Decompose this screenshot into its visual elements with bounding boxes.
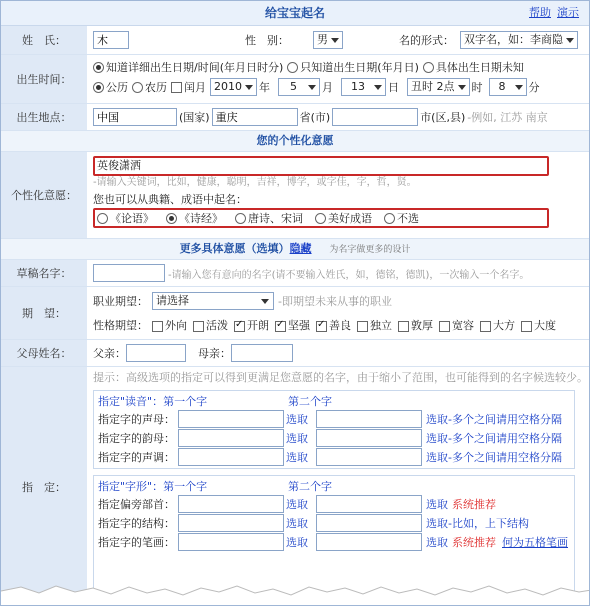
second-char-input[interactable]	[316, 533, 422, 551]
specify-field-row	[98, 532, 570, 551]
chevron-down-icon	[566, 38, 574, 43]
specify-field-row	[98, 409, 570, 428]
mode-option-full: 知道详细出生日期/时间(年月日时分)	[106, 61, 284, 74]
source-label: 您也可以从典籍、成语中起名：	[93, 193, 247, 206]
wishes-row	[1, 152, 589, 239]
source-radio-tangshi[interactable]	[235, 213, 246, 224]
surname-input[interactable]	[93, 31, 129, 49]
expect-label: 期 望：	[1, 287, 87, 339]
hour-select[interactable]	[407, 78, 470, 96]
first-char-input[interactable]	[178, 429, 284, 447]
country-input[interactable]	[93, 108, 177, 126]
career-hint: -即期望未来从事的职业	[278, 295, 392, 308]
demo-link[interactable]: 演示	[557, 6, 579, 19]
trait-label-item: 善良	[329, 319, 351, 332]
glyph-second-title: 第二个字	[288, 480, 332, 493]
mode-radio-unknown[interactable]	[423, 62, 434, 73]
second-char-hint[interactable]: 选取	[426, 535, 448, 549]
draft-row	[1, 260, 589, 287]
minute-value: 8	[498, 80, 506, 93]
specify-field-label: 指定偏旁部首：	[98, 497, 175, 511]
parents-label: 父母姓名：	[1, 340, 87, 366]
trait-checkbox[interactable]	[193, 321, 204, 332]
source-radio-group	[93, 208, 549, 228]
city-input[interactable]	[332, 108, 418, 126]
more-section-note: 为名字做更多的设计	[329, 245, 411, 255]
source-none: 不选	[397, 212, 419, 225]
leap-month-checkbox[interactable]	[171, 82, 182, 93]
pronunciation-second-title: 第二个字	[288, 395, 332, 408]
chevron-down-icon	[308, 85, 316, 90]
wishes-value: 英俊潇洒	[97, 159, 141, 172]
birth-place-label: 出生地点：	[1, 104, 87, 130]
specify-tip: 提示：高级选项的指定可以得到更满足您意愿的名字，由于缩小了范围，也可能得到的名字候选较少。	[93, 371, 588, 384]
year-select[interactable]	[210, 78, 257, 96]
glyph-title: 指定"字形"：第一个字	[98, 480, 208, 493]
first-char-pick-link[interactable]: 选取	[286, 450, 308, 464]
wishes-input[interactable]	[93, 156, 549, 176]
hide-link[interactable]: 隐藏	[289, 242, 312, 255]
name-form-label: 名的形式：	[399, 34, 454, 47]
hour-value: 丑时 2点	[411, 80, 455, 93]
province-input[interactable]	[212, 108, 298, 126]
first-char-input[interactable]	[178, 410, 284, 428]
leap-month-label: 闰月	[184, 81, 206, 94]
specify-field-row	[98, 494, 570, 513]
first-char-pick-link[interactable]: 选取	[286, 535, 308, 549]
calendar-solar: 公历	[106, 81, 128, 94]
draft-label: 草稿名字：	[1, 260, 87, 286]
name-form-value: 双字名，如：李商隐	[464, 33, 563, 46]
specify-field-row	[98, 513, 570, 532]
career-value: 请选择	[156, 294, 189, 307]
name-row	[1, 26, 589, 55]
help-link[interactable]: 帮助	[529, 6, 551, 19]
header-links	[523, 1, 579, 25]
first-char-input[interactable]	[178, 533, 284, 551]
father-name-input[interactable]	[126, 344, 186, 362]
trait-checkbox[interactable]	[316, 321, 327, 332]
second-char-input[interactable]	[316, 514, 422, 532]
trait-checkbox[interactable]	[152, 321, 163, 332]
mother-label: 母亲：	[198, 347, 231, 360]
day-select[interactable]	[341, 78, 386, 96]
birth-place-row	[1, 104, 589, 131]
specify-field-row	[98, 428, 570, 447]
more-section	[1, 239, 589, 260]
specify-field-label: 指定字的声调：	[98, 450, 175, 464]
mother-name-input[interactable]	[231, 344, 293, 362]
specify-field-label: 指定字的笔画：	[98, 535, 175, 549]
first-char-input[interactable]	[178, 495, 284, 513]
trait-checkbox[interactable]	[480, 321, 491, 332]
trait-checkbox[interactable]	[234, 321, 245, 332]
specify-field-label: 指定字的声母：	[98, 412, 175, 426]
trait-label-item: 外向	[165, 319, 187, 332]
calendar-radio-solar[interactable]	[93, 82, 104, 93]
trait-label-item: 大度	[534, 319, 556, 332]
source-radio-none[interactable]	[384, 213, 395, 224]
day-value: 13	[351, 80, 365, 93]
specify-field-label: 指定字的结构：	[98, 516, 175, 530]
specify-field-row	[98, 447, 570, 466]
second-char-hint[interactable]: 选取-多个之间请用空格分隔	[426, 412, 562, 426]
month-unit: 月	[322, 81, 333, 94]
chevron-down-icon	[331, 38, 339, 43]
wishes-section-title: 您的个性化意愿	[1, 131, 589, 152]
year-value: 2010	[214, 80, 242, 93]
second-char-input[interactable]	[316, 448, 422, 466]
birth-time-label: 出生时间：	[1, 55, 87, 103]
second-char-hint[interactable]: 选取-比如，上下结构	[426, 516, 529, 530]
trait-label-item: 宽容	[452, 319, 474, 332]
gender-select[interactable]	[313, 31, 343, 49]
month-select[interactable]	[278, 78, 320, 96]
trait-checkbox[interactable]	[357, 321, 368, 332]
chevron-down-icon	[458, 85, 466, 90]
first-char-pick-link[interactable]: 选取	[286, 412, 308, 426]
gender-label: 性 别：	[245, 34, 289, 47]
country-unit: (国家)	[179, 111, 210, 124]
first-char-pick-link[interactable]: 选取	[286, 497, 308, 511]
mode-radio-date[interactable]	[287, 62, 298, 73]
pronunciation-rows	[98, 409, 570, 466]
torn-edge	[1, 583, 590, 605]
second-char-input[interactable]	[316, 495, 422, 513]
glyph-rows	[98, 494, 570, 551]
trait-label-item: 敦厚	[411, 319, 433, 332]
trait-label-item: 独立	[370, 319, 392, 332]
trait-checkboxes	[152, 317, 562, 333]
source-radio-lunyu[interactable]	[97, 213, 108, 224]
system-recommend-link[interactable]: 系统推荐	[452, 497, 496, 511]
trait-checkbox[interactable]	[275, 321, 286, 332]
calendar-lunar: 农历	[145, 81, 167, 94]
day-unit: 日	[388, 81, 399, 94]
hour-unit: 时	[471, 81, 483, 94]
wishes-label: 个性化意愿：	[1, 152, 87, 238]
province-unit: 省(市)	[299, 111, 331, 124]
trait-checkbox[interactable]	[439, 321, 450, 332]
second-char-input[interactable]	[316, 410, 422, 428]
source-radio-shijing[interactable]	[166, 213, 177, 224]
pronunciation-title: 指定"读音"：第一个字	[98, 395, 208, 408]
career-select[interactable]	[152, 292, 274, 310]
more-section-title: 更多具体意愿（选填）	[179, 242, 290, 255]
system-recommend-link[interactable]: 系统推荐	[452, 535, 496, 549]
mode-option-unknown: 具体出生日期未知	[435, 61, 524, 74]
month-value: 5	[290, 80, 297, 93]
chevron-down-icon	[374, 85, 382, 90]
calendar-radio-lunar[interactable]	[132, 82, 143, 93]
gender-value: 男	[317, 33, 328, 46]
pronunciation-box	[93, 390, 575, 469]
source-shijing: 《诗经》	[179, 212, 223, 225]
trait-label-item: 开朗	[247, 319, 269, 332]
trait-list	[93, 315, 583, 335]
specify-row	[1, 367, 589, 606]
second-char-hint[interactable]: 选取-多个之间请用空格分隔	[426, 431, 562, 445]
parents-row	[1, 340, 589, 367]
specify-label: 指 定：	[1, 367, 87, 606]
draft-name-input[interactable]	[93, 264, 165, 282]
second-char-input[interactable]	[316, 429, 422, 447]
draft-hint: -请输入您有意向的名字(请不要输入姓氏，如，德铭，德凯)，一次输入一个名字。	[168, 269, 530, 281]
trait-label: 性格期望：	[93, 319, 148, 332]
surname-label: 姓 氏：	[1, 26, 87, 54]
mode-radio-full[interactable]	[93, 62, 104, 73]
mode-option-date: 只知道出生日期(年月日)	[300, 61, 419, 74]
form-header	[1, 1, 589, 26]
expect-row	[1, 287, 589, 340]
second-char-hint[interactable]: 选取-多个之间请用空格分隔	[426, 450, 562, 464]
career-label: 职业期望：	[93, 295, 148, 308]
father-label: 父亲：	[93, 347, 126, 360]
first-char-pick-link[interactable]: 选取	[286, 516, 308, 530]
specify-field-label: 指定字的韵母：	[98, 431, 175, 445]
source-idiom: 美好成语	[328, 212, 372, 225]
place-hint: -例如, 江苏 南京	[467, 111, 548, 124]
chevron-down-icon	[245, 85, 253, 90]
first-char-input[interactable]	[178, 514, 284, 532]
trait-label-item: 活泼	[206, 319, 228, 332]
minute-select[interactable]	[489, 78, 527, 96]
source-radio-idiom[interactable]	[315, 213, 326, 224]
chevron-down-icon	[515, 85, 523, 90]
second-char-hint[interactable]: 选取	[426, 497, 448, 511]
source-tangshi: 唐诗、宋词	[248, 212, 303, 225]
chevron-down-icon	[261, 299, 269, 304]
birth-time-row	[1, 55, 589, 104]
wishes-hint: -请输入关键词，比如，健康，聪明，吉祥，博学，或字佳，字，哲，贤。	[93, 177, 417, 188]
five-grid-stroke-link[interactable]: 何为五格笔画	[502, 535, 568, 549]
trait-checkbox[interactable]	[521, 321, 532, 332]
trait-label-item: 大方	[493, 319, 515, 332]
year-unit: 年	[259, 81, 270, 94]
minute-unit: 分	[528, 81, 540, 94]
name-form-select[interactable]	[460, 31, 578, 49]
trait-checkbox[interactable]	[398, 321, 409, 332]
city-unit: 市(区,县)	[420, 111, 466, 124]
first-char-input[interactable]	[178, 448, 284, 466]
form-title: 给宝宝起名	[264, 6, 325, 20]
first-char-pick-link[interactable]: 选取	[286, 431, 308, 445]
trait-label-item: 坚强	[288, 319, 310, 332]
source-lunyu: 《论语》	[110, 212, 154, 225]
